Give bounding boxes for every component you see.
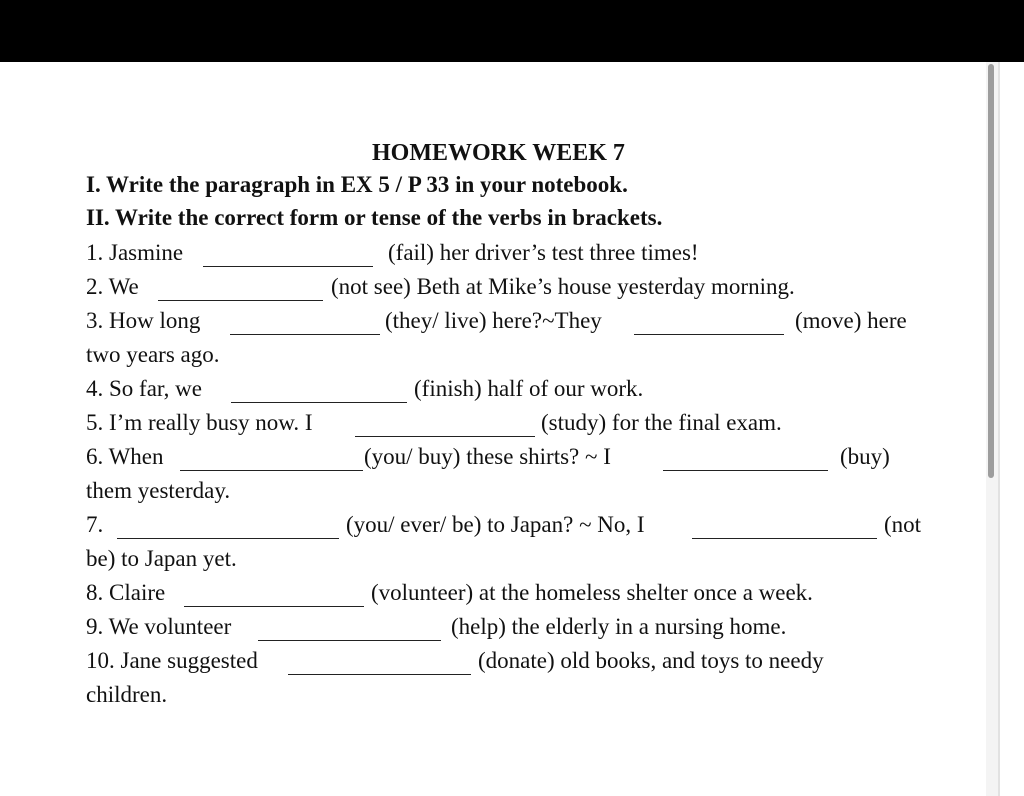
item-7-lead: 7.	[86, 512, 104, 537]
item-7-blank-2[interactable]	[692, 538, 877, 539]
item-9-blank[interactable]	[258, 640, 441, 641]
item-2-lead: 2. We	[86, 274, 139, 299]
item-4-lead: 4. So far, we	[86, 376, 202, 401]
section-1-instruction: I. Write the paragraph in EX 5 / P 33 in your notebook.	[86, 172, 628, 197]
item-6-blank-1[interactable]	[180, 470, 363, 471]
item-6-hint-1: (you/ buy) these shirts? ~ I	[364, 444, 611, 469]
scrollbar-thumb[interactable]	[988, 64, 994, 478]
item-9-hint: (help) the elderly in a nursing home.	[451, 614, 787, 639]
item-5-lead: 5. I’m really busy now. I	[86, 410, 313, 435]
item-8-hint: (volunteer) at the homeless shelter once a week.	[371, 580, 813, 605]
item-8-lead: 8. Claire	[86, 580, 166, 605]
item-4-hint: (finish) half of our work.	[414, 376, 644, 401]
item-5-hint: (study) for the final exam.	[541, 410, 782, 435]
item-6-hint-2: (buy)	[840, 444, 890, 469]
item-3-hint-1: (they/ live) here?~They	[385, 308, 602, 333]
item-7-blank-1[interactable]	[117, 538, 339, 539]
item-2-blank[interactable]	[158, 300, 323, 301]
item-2-hint: (not see) Beth at Mike’s house yesterday morning.	[331, 274, 795, 299]
item-3-blank-2[interactable]	[634, 334, 784, 335]
window-edge	[998, 62, 1000, 796]
item-10-lead: 10. Jane suggested	[86, 648, 258, 673]
item-7-hint-2: (not	[884, 512, 922, 537]
item-3-lead: 3. How long	[86, 308, 201, 333]
section-2-instruction: II. Write the correct form or tense of the verbs in brackets.	[86, 205, 663, 230]
item-5-blank[interactable]	[355, 436, 535, 437]
item-4-blank[interactable]	[231, 402, 407, 403]
item-6-blank-2[interactable]	[663, 470, 828, 471]
item-1-blank[interactable]	[203, 266, 373, 267]
item-10-hint: (donate) old books, and toys to needy	[478, 648, 824, 673]
item-3-hint-2: (move) here	[795, 308, 907, 333]
item-1-hint: (fail) her driver’s test three times!	[388, 240, 699, 265]
item-3-continuation: two years ago.	[86, 342, 220, 367]
item-7-hint-1: (you/ ever/ be) to Japan? ~ No, I	[346, 512, 645, 537]
item-9-lead: 9. We volunteer	[86, 614, 232, 639]
item-10-blank[interactable]	[288, 674, 471, 675]
item-3-blank-1[interactable]	[230, 334, 380, 335]
item-10-continuation: children.	[86, 682, 168, 707]
item-6-lead: 6. When	[86, 444, 164, 469]
item-6-continuation: them yesterday.	[86, 478, 231, 503]
item-7-continuation: be) to Japan yet.	[86, 546, 237, 571]
page-title: HOMEWORK WEEK 7	[372, 140, 625, 166]
item-8-blank[interactable]	[184, 606, 364, 607]
vertical-scrollbar[interactable]	[986, 62, 998, 796]
item-1-lead: 1. Jasmine	[86, 240, 184, 265]
